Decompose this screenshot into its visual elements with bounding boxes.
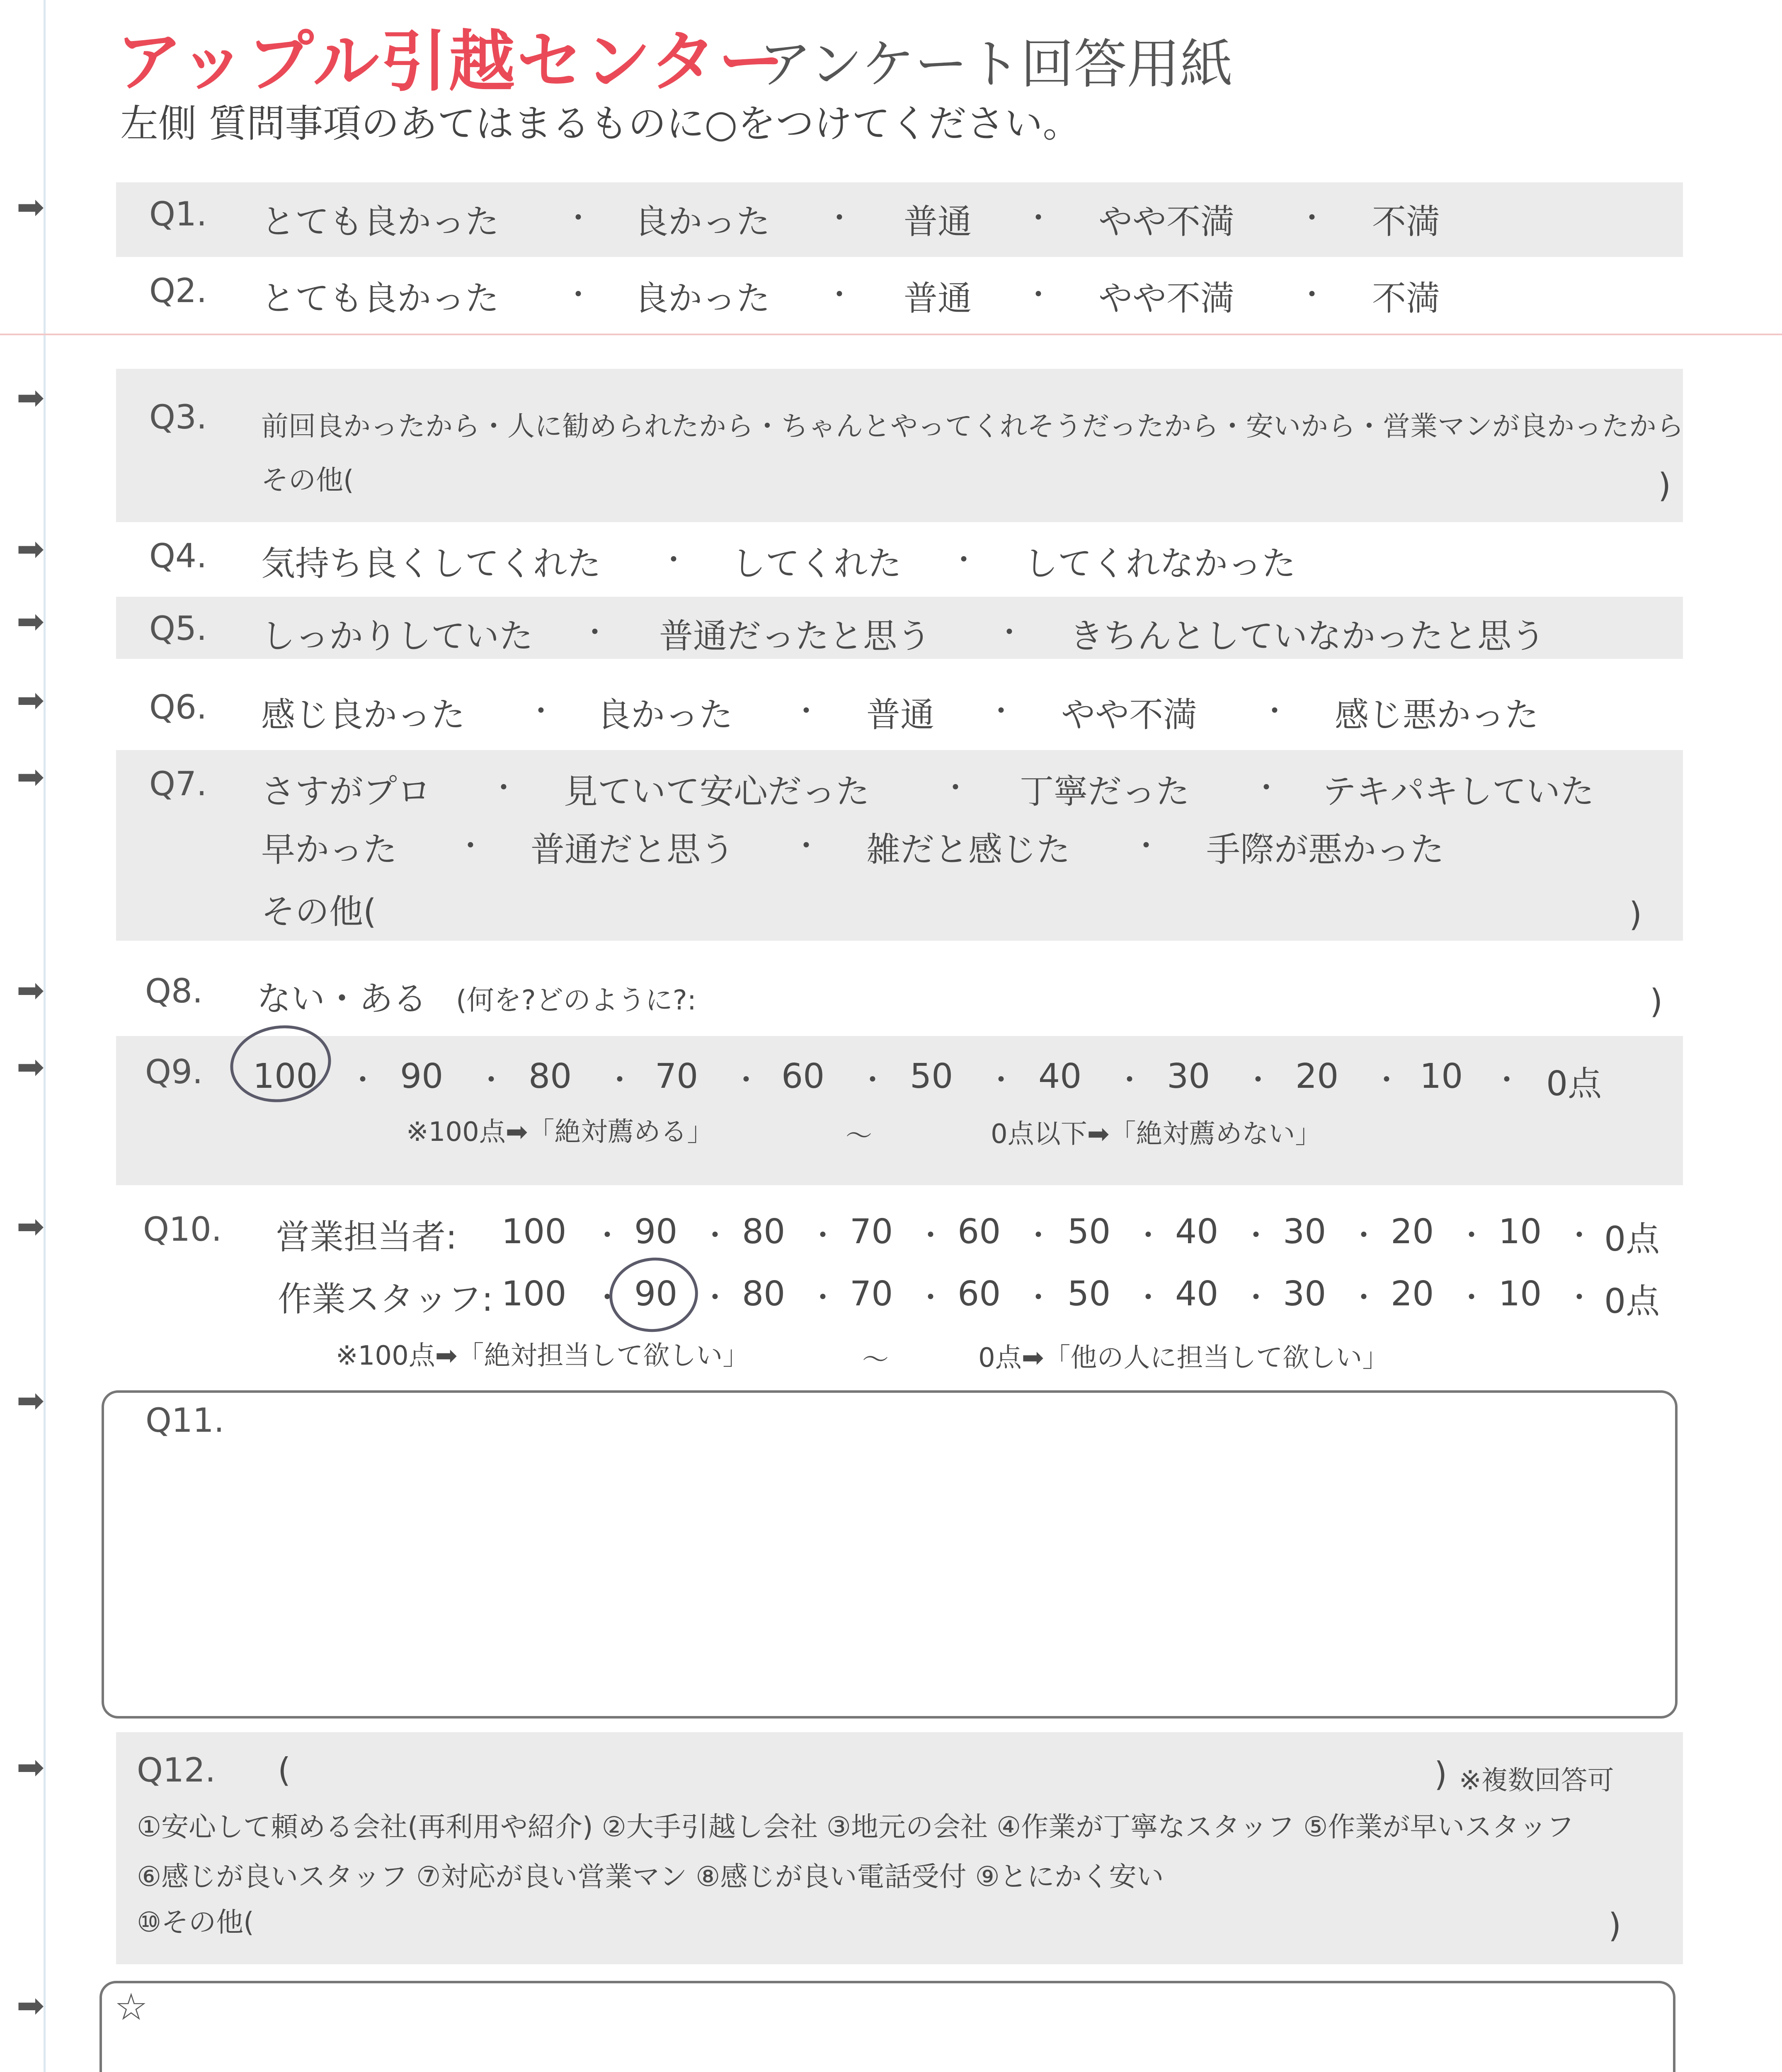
- separator-dot: ・: [1132, 829, 1161, 863]
- q9-score[interactable]: 100: [253, 1057, 318, 1096]
- separator-dot: ・: [1134, 1280, 1163, 1314]
- arrow-right-icon: ➡: [17, 1748, 45, 1786]
- arrow-right-icon: ➡: [17, 971, 45, 1009]
- q8-options[interactable]: ない・ある: [257, 979, 427, 1019]
- separator-dot: ・: [1457, 1218, 1486, 1252]
- q7-option[interactable]: 丁寧だった: [1020, 772, 1190, 811]
- separator-dot: ・: [995, 615, 1024, 649]
- q6-label: Q6.: [149, 688, 207, 726]
- separator-dot: ・: [916, 1280, 945, 1314]
- separator-dot: ・: [987, 1063, 1016, 1097]
- q3-options[interactable]: 前回良かったから・人に勧められたから・ちゃんとやってくれそうだったから・安いから・営業マンが良かったから: [261, 410, 1684, 442]
- q7-option[interactable]: 早かった: [261, 830, 398, 869]
- separator-dot: ・: [593, 1280, 622, 1314]
- q10-sales-score[interactable]: 20: [1391, 1212, 1434, 1251]
- separator-dot: ・: [1134, 1218, 1163, 1252]
- q1-label: Q1.: [149, 195, 207, 233]
- separator-dot: ・: [605, 1063, 634, 1097]
- separator-dot: ・: [1492, 1063, 1521, 1097]
- close-paren: ): [1658, 466, 1671, 505]
- q4-option[interactable]: 気持ち良くしてくれた: [261, 544, 601, 583]
- q9-score[interactable]: 70: [655, 1057, 698, 1096]
- separator-dot: ・: [1565, 1280, 1594, 1314]
- separator-dot: ・: [1241, 1218, 1270, 1252]
- separator-dot: ・: [1349, 1218, 1378, 1252]
- arrow-right-icon: ➡: [17, 1986, 45, 2025]
- q9-note-right: 0点以下➡「絶対薦めない」: [991, 1119, 1322, 1150]
- separator-dot: ・: [564, 201, 593, 235]
- q9-score[interactable]: 0点: [1546, 1064, 1602, 1104]
- q11-label: Q11.: [145, 1401, 225, 1440]
- q10-staff-score[interactable]: 50: [1067, 1274, 1111, 1314]
- arrow-right-icon: ➡: [17, 1048, 45, 1086]
- separator-dot: ・: [1297, 201, 1326, 235]
- q10-note-left: ※100点➡「絶対担当して欲しい」: [336, 1341, 749, 1371]
- separator-dot: ・: [858, 1063, 887, 1097]
- q2-option[interactable]: やや不満: [1098, 279, 1235, 318]
- separator-dot: ・: [1024, 201, 1053, 235]
- q12-label: Q12.: [137, 1751, 216, 1789]
- separator-dot: ・: [949, 543, 978, 577]
- q2-option[interactable]: 普通: [904, 279, 972, 318]
- separator-dot: ・: [792, 694, 821, 728]
- q4-option[interactable]: してくれなかった: [1024, 544, 1296, 583]
- q5-option[interactable]: 普通だったと思う: [659, 617, 931, 656]
- q12-band: [116, 1732, 1683, 1964]
- q5-option[interactable]: しっかりしていた: [261, 617, 533, 656]
- q6-option[interactable]: 良かった: [597, 695, 733, 735]
- q10-sales-score[interactable]: 30: [1283, 1212, 1326, 1251]
- q10-sales-mark: [620, 1202, 688, 1254]
- q7-option[interactable]: 雑だと感じた: [866, 830, 1071, 869]
- separator-dot: ・: [1115, 1063, 1144, 1097]
- q10-staff-score[interactable]: 70: [850, 1274, 893, 1314]
- q9-note-left: ※100点➡「絶対薦める」: [406, 1117, 714, 1147]
- q10-sales-score[interactable]: 10: [1498, 1212, 1542, 1251]
- q6-option[interactable]: 普通: [866, 695, 935, 735]
- q10-staff-score[interactable]: 40: [1175, 1274, 1219, 1314]
- q1-option[interactable]: やや不満: [1098, 202, 1235, 242]
- separator-dot: ・: [1297, 278, 1326, 312]
- q9-score[interactable]: 80: [529, 1057, 572, 1096]
- q10-staff-score[interactable]: 0点: [1604, 1282, 1660, 1321]
- q10-sales-score[interactable]: 0点: [1604, 1220, 1660, 1259]
- instruction-text: 左側 質問事項のあてはまるものに○をつけてください。: [120, 102, 1081, 146]
- arrow-right-icon: ➡: [17, 758, 45, 796]
- brand-title: アップル引越センター: [116, 23, 786, 100]
- q2-option[interactable]: とても良かった: [261, 279, 499, 318]
- q9-score[interactable]: 30: [1167, 1057, 1210, 1096]
- close-paren: ): [1629, 895, 1642, 934]
- separator-dot: ・: [1024, 278, 1053, 312]
- q12-close-paren: ): [1434, 1755, 1447, 1794]
- q10-sales-score[interactable]: 90: [634, 1212, 678, 1251]
- q3-band: [116, 369, 1683, 522]
- separator-dot: ・: [1244, 1063, 1273, 1097]
- q10-staff-selection-circle: [606, 1253, 702, 1336]
- separator-dot: ・: [526, 694, 555, 728]
- separator-dot: ・: [456, 829, 485, 863]
- q1-option[interactable]: 良かった: [634, 202, 771, 242]
- q1-option[interactable]: 不満: [1372, 202, 1440, 242]
- q6-option[interactable]: やや不満: [1061, 695, 1198, 735]
- q12-multi-note: ※複数回答可: [1459, 1765, 1614, 1796]
- separator-dot: ・: [792, 829, 821, 863]
- star-icon: ☆: [114, 1985, 148, 2029]
- form-subtitle: アンケート回答用紙: [759, 34, 1233, 95]
- q10-sales-score[interactable]: 80: [742, 1212, 786, 1251]
- close-paren: ): [1650, 982, 1663, 1021]
- arrow-right-icon: ➡: [17, 1207, 45, 1246]
- q4-label: Q4.: [149, 537, 207, 575]
- separator-dot: ・: [1241, 1280, 1270, 1314]
- q10-staff-score[interactable]: 30: [1283, 1274, 1326, 1314]
- free-comment-box[interactable]: [99, 1981, 1675, 2072]
- separator-dot: ・: [1024, 1218, 1053, 1252]
- q7-option[interactable]: 普通だと思う: [531, 830, 735, 869]
- separator-dot: ・: [1372, 1063, 1401, 1097]
- separator-dot: ・: [580, 615, 609, 649]
- q7-option[interactable]: テキパキしていた: [1322, 772, 1595, 811]
- q7-option[interactable]: 手際が悪かった: [1206, 830, 1445, 869]
- separator-dot: ・: [477, 1063, 506, 1097]
- q7-option[interactable]: 見ていて安心だった: [564, 772, 870, 811]
- separator-dot: ・: [348, 1063, 377, 1097]
- q5-option[interactable]: きちんとしていなかったと思う: [1069, 617, 1546, 656]
- arrow-right-icon: ➡: [17, 1381, 45, 1420]
- q10-sales-label: 営業担当者:: [276, 1218, 457, 1257]
- q2-option[interactable]: 良かった: [634, 279, 771, 318]
- q7-label: Q7.: [149, 765, 207, 803]
- separator-dot: ・: [825, 278, 854, 312]
- separator-dot: ・: [1024, 1280, 1053, 1314]
- q10-staff-label: 作業スタッフ:: [278, 1280, 493, 1319]
- q8-label: Q8.: [145, 972, 203, 1010]
- q10-sales-score[interactable]: 50: [1067, 1212, 1111, 1251]
- separator-dot: ・: [593, 1218, 622, 1252]
- q9-tilde: 〜: [846, 1121, 872, 1152]
- q12-options-row2[interactable]: ⑥感じが良いスタッフ ⑦対応が良い営業マン ⑧感じが良い電話受付 ⑨とにかく安い: [137, 1861, 1164, 1893]
- separator-dot: ・: [941, 771, 970, 805]
- q9-score[interactable]: 10: [1420, 1057, 1463, 1096]
- q9-score[interactable]: 90: [400, 1057, 444, 1096]
- separator-dot: ・: [1349, 1280, 1378, 1314]
- q10-tilde: 〜: [862, 1345, 889, 1375]
- q12-open-paren: (: [278, 1751, 291, 1789]
- q3-label: Q3.: [149, 398, 207, 436]
- separator-dot: ・: [659, 543, 688, 577]
- q5-label: Q5.: [149, 609, 207, 648]
- separator-dot: ・: [1260, 694, 1289, 728]
- q8-subtext: (何を?どのように?:: [456, 984, 697, 1016]
- q9-score[interactable]: 20: [1295, 1057, 1339, 1096]
- q10-staff-score[interactable]: 80: [742, 1274, 786, 1314]
- q10-note-right: 0点➡「他の人に担当して欲しい」: [978, 1343, 1389, 1373]
- arrow-right-icon: ➡: [17, 530, 45, 568]
- separator-dot: ・: [808, 1218, 837, 1252]
- q1-option[interactable]: とても良かった: [261, 202, 499, 242]
- q9-label: Q9.: [145, 1053, 203, 1091]
- separator-dot: ・: [916, 1218, 945, 1252]
- q10-sales-score[interactable]: 60: [958, 1212, 1001, 1251]
- q9-score[interactable]: 60: [781, 1057, 825, 1096]
- separator-dot: ・: [1457, 1280, 1486, 1314]
- q10-sales-score[interactable]: 40: [1175, 1212, 1219, 1251]
- q10-staff-score[interactable]: 100: [502, 1274, 567, 1314]
- separator-dot: ・: [987, 694, 1016, 728]
- q10-staff-score[interactable]: 60: [958, 1274, 1001, 1314]
- q2-option[interactable]: 不満: [1372, 279, 1440, 318]
- separator-dot: ・: [564, 278, 593, 312]
- q9-score[interactable]: 50: [910, 1057, 953, 1096]
- separator-dot: ・: [489, 771, 518, 805]
- q6-option[interactable]: 感じ良かった: [261, 695, 466, 735]
- q4-option[interactable]: してくれた: [732, 544, 902, 583]
- q10-sales-score[interactable]: 100: [502, 1212, 567, 1251]
- q7-other[interactable]: その他(: [261, 892, 376, 932]
- q11-comment-box[interactable]: [102, 1390, 1678, 1719]
- separator-dot: ・: [808, 1280, 837, 1314]
- close-paren: ): [1608, 1906, 1622, 1945]
- separator-dot: ・: [701, 1218, 730, 1252]
- separator-dot: ・: [701, 1280, 730, 1314]
- q9-score[interactable]: 40: [1038, 1057, 1082, 1096]
- q12-other[interactable]: ⑩その他(: [137, 1906, 254, 1938]
- separator-dot: ・: [825, 201, 854, 235]
- q1-option[interactable]: 普通: [904, 202, 972, 242]
- q10-staff-score[interactable]: 20: [1391, 1274, 1434, 1314]
- separator-dot: ・: [1565, 1218, 1594, 1252]
- q10-label: Q10.: [143, 1210, 222, 1249]
- arrow-right-icon: ➡: [17, 602, 45, 641]
- q10-staff-score[interactable]: 10: [1498, 1274, 1542, 1314]
- q3-other[interactable]: その他(: [261, 464, 354, 496]
- arrow-right-icon: ➡: [17, 378, 45, 417]
- divider-line: [0, 334, 1782, 335]
- arrow-right-icon: ➡: [17, 188, 45, 226]
- separator-dot: ・: [1252, 771, 1281, 805]
- q10-staff-score[interactable]: 90: [634, 1274, 678, 1314]
- separator-dot: ・: [732, 1063, 761, 1097]
- q2-label: Q2.: [149, 271, 207, 310]
- arrow-right-icon: ➡: [17, 681, 45, 719]
- q6-option[interactable]: 感じ悪かった: [1335, 695, 1539, 735]
- q12-options-row1[interactable]: ①安心して頼める会社(再利用や紹介) ②大手引越し会社 ③地元の会社 ④作業が丁寧なスタッフ ⑤作業が早いスタッフ: [137, 1811, 1574, 1843]
- q10-sales-score[interactable]: 70: [850, 1212, 893, 1251]
- q7-option[interactable]: さすがプロ: [261, 772, 432, 811]
